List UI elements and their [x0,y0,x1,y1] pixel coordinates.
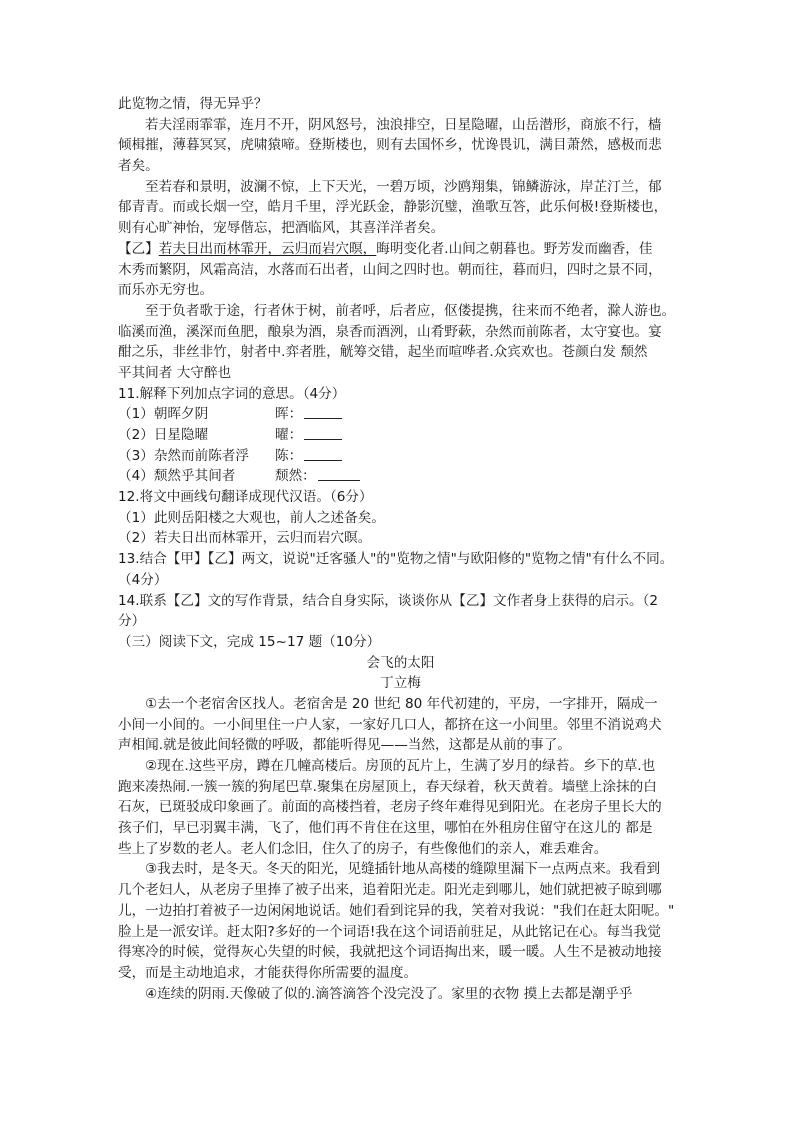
passage-b-paragraph-2 [118,301,683,384]
text-line: 至若春和景明，波澜不惊，上下天光，一碧万顷，沙鸥翔集，锦鳞游泳，岸芷汀兰，郁 [145,178,662,195]
text-line: 脸上是一派安详。赶太阳?多好的一个词语!我在这个词语前驻足，从此铭记在心。每当我觉 [118,923,661,940]
text-line: 石灰，已斑驳成印象画了。前面的高楼挡着，老房子终年难得见到阳光。在老房子里长大的 [118,799,662,816]
text-line: 郁青青。而或长烟一空，皓月千里，浮光跃金，静影沉璧，渔歌互答，此乐何极!登斯楼也， [118,199,668,216]
question-item: （1）此则岳阳楼之大观也，前人之述备矣。 [118,509,385,526]
text-line: 孩子们，早已羽翼丰满，飞了，他们再不肯住在这里，哪怕在外租房住留守在这儿的 都是 [118,820,653,837]
text-line [118,239,683,260]
text-line: 些上了岁数的老人。老人们念旧，住久了的房子，有些像他们的亲人，难丢难舍。 [118,840,608,857]
text-line: 儿，一边拍打着被子一边闲闲地说话。她们看到诧异的我，笑着对我说："我们在赶太阳呢。" [118,902,675,919]
article-title: 会飞的太阳 [366,654,435,671]
text-span: 晦明变化者.山间之朝暮也。野芳发而幽香，佳 [376,240,653,257]
text-line: ③我去时，是冬天。冬天的阳光，见缝插针地从高楼的缝隙里漏下一点两点来。我看到 [145,861,661,878]
document-body [118,94,683,1004]
text-line: 至于负者歌于途，行者休于树，前者呼，后者应，伛偻提携，往来而不绝者，滁人游也。 [145,302,676,319]
question-title: 12.将文中画线句翻译成现代汉语。（6分） [118,489,373,506]
text-line: 几个老妇人，从老房子里捧了被子出来，追着阳光走。阳光走到哪儿，她们就把被子晾到哪 [118,882,662,899]
section-heading: （三）阅读下文，完成 15~17 题（10分） [118,633,381,650]
answer-blank[interactable] [318,466,360,481]
text-line: 13.结合【甲】【乙】两文，说说"迁客骚人"的"览物之情"与欧阳修的"览物之情"有什么不同。 [118,551,674,568]
answer-blank[interactable] [304,446,342,461]
text-line: （4分） [118,571,168,588]
text-line: 而乐亦无穷也。 [118,282,214,299]
article-author: 丁立梅 [380,675,421,692]
article-paragraph-4: ④连续的阴雨.天像破了似的.滴答滴答个没完没了。家里的衣物 摸上去都是潮乎乎 [145,985,633,1002]
answer-blank[interactable] [304,404,342,419]
text-line: 则有心旷神怡，宠辱偕忘，把酒临风，其喜洋洋者矣。 [118,220,445,237]
text-line: 小间一小间的。一小间里住一户人家，一家好几口人，都挤在这一小间里。邻里不消说鸡犬 [118,716,662,733]
article-paragraph-1 [118,694,683,756]
question-14 [118,591,683,632]
text-line: 木秀而繁阴，风霜高洁，水落而石出者，山间之四时也。朝而往，暮而归，四时之景不同， [118,261,662,278]
passage-a-paragraph-1 [118,115,683,177]
text-line: ②现在.这些平房，蹲在几幢高楼后。房顶的瓦片上，生满了岁月的绿苔。乡下的草.也 [145,758,656,774]
text-line: 倾楫摧，薄暮冥冥，虎啸猿啼。登斯楼也，则有去国怀乡，忧谗畏讥，满目萧然，感极而悲 [118,137,662,154]
text-line: 跑来凑热闹.一簇一簇的狗尾巴草.聚集在房屋顶上，春天绿着，秋天黄着。墙壁上涂抹的白 [118,778,657,795]
question-item: （2）日星隐曜 曜： [118,425,683,446]
text-line: 临溪而渔，溪深而鱼肥，酿泉为酒，泉香而酒洌，山肴野蔌，杂然而前陈者，太守宴也。宴 [118,323,662,340]
passage-b-paragraph-1 [118,239,683,301]
text-line: 平其间者 大守醉也 [118,364,232,381]
passage-b-label: 【乙】 [118,240,159,257]
text-line: 若夫淫雨霏霏，连月不开，阴风怒号，浊浪排空，日星隐曜，山岳潜形，商旅不行，樯 [145,116,662,133]
question-11 [118,384,683,487]
question-item: （1）朝晖夕阴 晖： [118,404,683,425]
question-item: （4）颓然乎其间者 颓然： [118,466,683,487]
text-line: 受，而是主动地追求，才能获得你所需要的温度。 [118,964,418,981]
article-paragraph-2 [118,756,683,859]
article-paragraph-3 [118,859,683,983]
text-line: 者矣。 [118,158,159,175]
text-line: 14.联系【乙】文的写作背景，结合自身实际，谈谈你从【乙】文作者身上获得的启示。（2 [118,592,659,609]
text-line: 酣之乐，非丝非竹，射者中.弈者胜，觥筹交错，起坐而喧哗者.众宾欢也。苍颜白发 颓然 [118,344,648,361]
text-line: 得寒冷的时候，觉得灰心失望的时候，我就把这个词语掏出来，暖一暖。人生不是被动地接 [118,944,662,961]
text-line: 声相闻.就是彼此间轻微的呼吸，都能听得见——当然，这都是从前的事了。 [118,737,571,754]
text-line: ①去一个老宿舍区找人。老宿舍是 20 世纪 80 年代初建的，平房，一字排开，隔成一 [145,695,658,712]
question-12 [118,487,683,549]
question-title: 11.解释下列加点字词的意思。（4分） [118,385,346,402]
question-item: （3）杂然而前陈者浮 陈： [118,446,683,467]
question-13 [118,549,683,590]
answer-blank[interactable] [304,425,342,440]
underlined-sentence: 若夫日出而林霏开，云归而岩穴暝， [158,240,377,257]
passage-a-paragraph-2 [118,177,683,239]
text-line: 分） [118,613,146,630]
question-item: （2）若夫日出而林霏开，云归而岩穴暝。 [118,530,372,547]
passage-a-tail: 此览物之情，得无异乎？ [118,96,268,112]
